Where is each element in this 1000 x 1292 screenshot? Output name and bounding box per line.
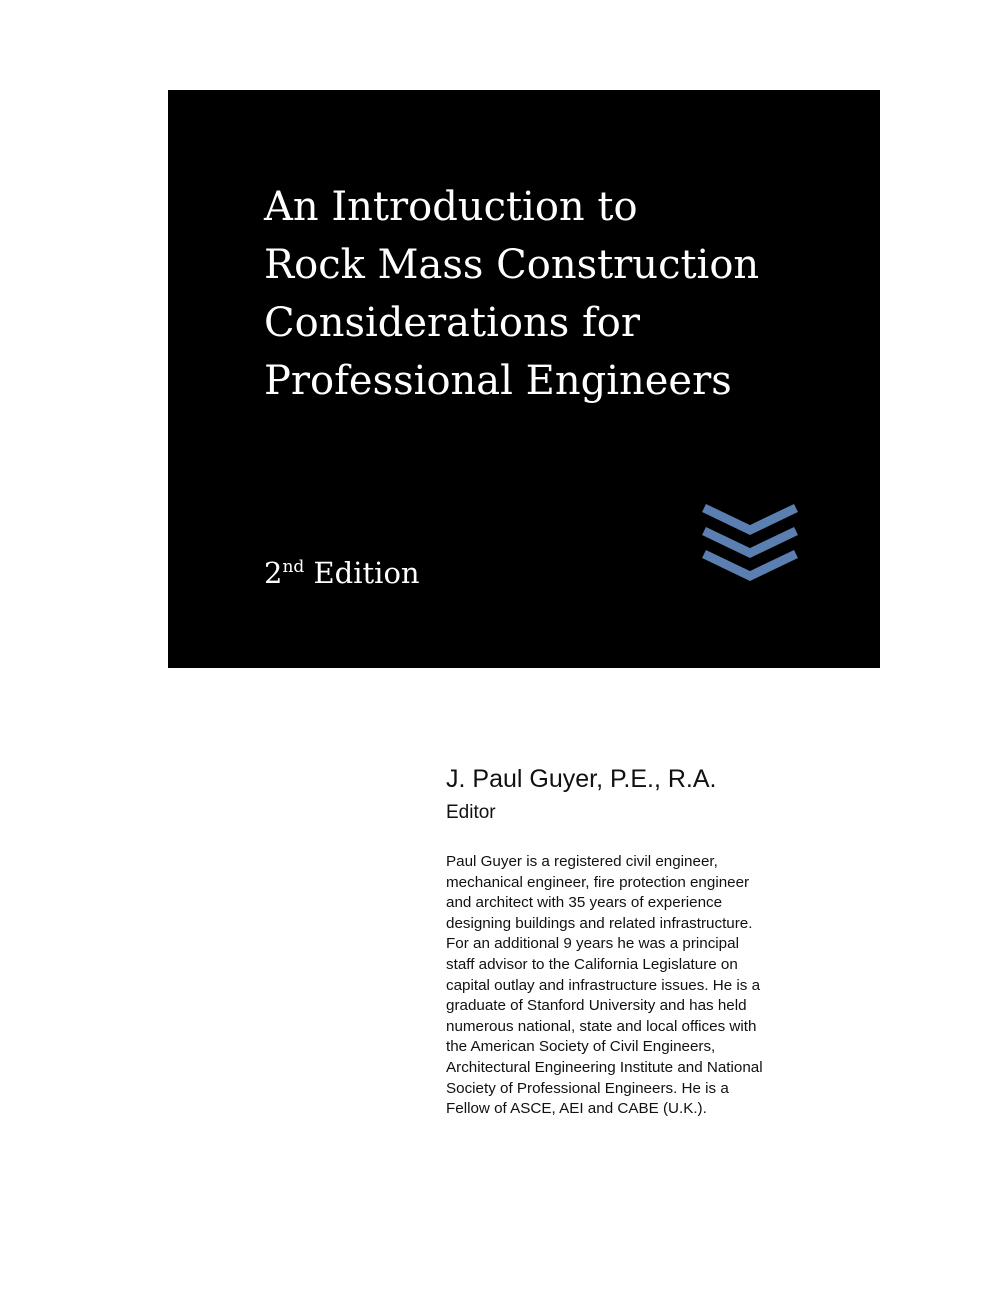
edition-number: 2 xyxy=(264,556,283,590)
title-line: Rock Mass Construction xyxy=(264,242,760,288)
edition-label xyxy=(264,556,420,590)
title-line: Considerations for xyxy=(264,300,640,346)
bio-line: capital outlay and infrastructure issues. He is a xyxy=(446,976,761,994)
bio-line: designing buildings and related infrastructure. xyxy=(446,914,753,932)
edition-word: Edition xyxy=(313,556,420,590)
bio-line: For an additional 9 years he was a principal xyxy=(446,935,739,953)
bio-line: mechanical engineer, fire protection engineer xyxy=(446,873,750,891)
author-name: J. Paul Guyer, P.E., R.A. xyxy=(446,765,717,793)
bio-line: staff advisor to the California Legislature on xyxy=(446,955,738,973)
author-role: Editor xyxy=(446,802,496,823)
cover-block xyxy=(168,90,880,668)
bio-line: Architectural Engineering Institute and National xyxy=(446,1058,763,1076)
bio-line: Society of Professional Engineers. He is a xyxy=(446,1079,729,1097)
bio-line: graduate of Stanford University and has held xyxy=(446,997,747,1015)
bio-line: the American Society of Civil Engineers, xyxy=(446,1038,716,1056)
bio-line: numerous national, state and local offices with xyxy=(446,1017,757,1035)
chevron-stack-icon xyxy=(702,500,798,588)
edition-suffix: nd xyxy=(282,557,305,577)
chevron-icon xyxy=(704,508,796,530)
title-line: Professional Engineers xyxy=(264,358,732,404)
book-title xyxy=(264,178,844,410)
bio-line: Fellow of ASCE, AEI and CABE (U.K.). xyxy=(446,1100,707,1118)
author-bio xyxy=(446,852,836,1120)
title-line: An Introduction to xyxy=(264,184,638,230)
bio-line: and architect with 35 years of experience xyxy=(446,894,723,912)
bio-line: Paul Guyer is a registered civil engineer, xyxy=(446,853,718,870)
